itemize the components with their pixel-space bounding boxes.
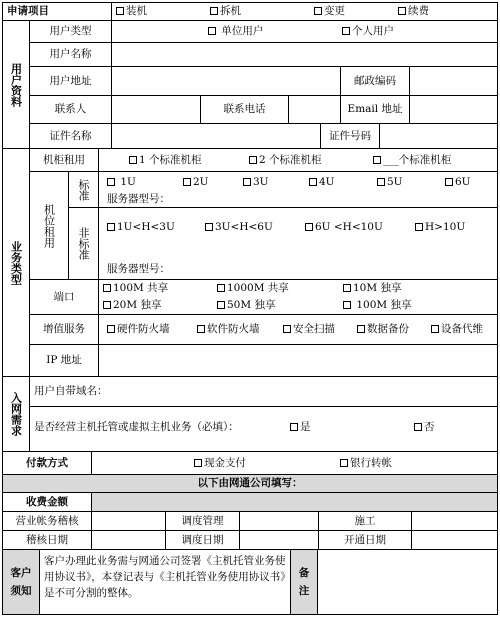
contact-field[interactable] xyxy=(111,95,201,124)
dispatch-field[interactable] xyxy=(239,511,319,531)
construction-label: 施工 xyxy=(318,511,412,531)
checkbox-icon xyxy=(107,325,115,333)
nonstandard-over-10u-checkbox[interactable]: H>10U xyxy=(415,221,465,234)
customer-notice-text: 客户办理此业务需与网通公司签署《主机托管业务使用协议书》，本登记表与《主机托管业务使用协议书》是不可分割的整体。 xyxy=(39,549,291,615)
standard-3u-checkbox[interactable]: 3U xyxy=(243,176,269,189)
checkbox-icon xyxy=(340,459,348,467)
dispatch-date-field[interactable] xyxy=(239,530,319,550)
user-type-personal-checkbox[interactable]: 个人用户 xyxy=(342,25,394,38)
user-info-section-label: 用户资料 xyxy=(2,20,30,149)
checkbox-icon xyxy=(116,7,124,15)
standard-2u-checkbox[interactable]: 2U xyxy=(183,176,209,189)
nonstandard-server-model-label: 服务器型号： xyxy=(107,263,170,275)
port-10m-dedicated-checkbox[interactable]: 10M 独享 xyxy=(343,282,401,295)
data-backup-checkbox[interactable]: 数据备份 xyxy=(357,323,409,336)
fee-amount-field[interactable] xyxy=(91,492,498,512)
own-domain-label: 用户自带域名： xyxy=(34,385,108,397)
open-date-label: 开通日期 xyxy=(318,530,412,550)
port-100m-dedicated-checkbox[interactable]: 100M 独享 xyxy=(343,299,411,312)
network-needs-section-label: 入网需求 xyxy=(2,376,30,452)
id-number-label: 证件号码 xyxy=(320,123,380,149)
checkbox-icon xyxy=(217,284,225,292)
contact-label: 联系人 xyxy=(29,95,112,124)
ip-address-field[interactable] xyxy=(98,344,498,377)
hosting-yes-checkbox[interactable]: 是 xyxy=(290,421,311,434)
open-date-field[interactable] xyxy=(411,530,498,550)
checkbox-icon xyxy=(249,156,257,164)
port-label: 端口 xyxy=(29,279,99,315)
customer-notice-label: 客户须知 xyxy=(10,567,32,597)
id-name-label: 证件名称 xyxy=(29,123,112,149)
hosting-question-row xyxy=(29,406,498,452)
apply-change-checkbox[interactable]: 变更 xyxy=(314,5,345,18)
rack-1-checkbox[interactable]: 1 个标准机柜 xyxy=(129,154,202,167)
postal-code-field[interactable] xyxy=(409,66,498,96)
nonstandard-1-3u-checkbox[interactable]: 1U<H<3U xyxy=(107,221,175,234)
rack-rental-options xyxy=(98,148,498,172)
account-check-label: 营业帐务稽核 xyxy=(2,511,92,531)
checkbox-icon xyxy=(414,423,422,431)
company-section-header: 以下由网通公司填写： xyxy=(2,474,498,493)
checkbox-icon xyxy=(107,178,115,186)
port-1000m-shared-checkbox[interactable]: 1000M 共享 xyxy=(217,282,289,295)
payment-cash-checkbox[interactable]: 现金支付 xyxy=(194,457,246,470)
nonstandard-label: 非标准 xyxy=(68,207,99,280)
dispatch-label: 调度管理 xyxy=(165,511,240,531)
checkbox-icon xyxy=(445,178,453,186)
checkbox-icon xyxy=(309,178,317,186)
apply-install-checkbox[interactable]: 装机 xyxy=(116,5,147,18)
value-added-label: 增值服务 xyxy=(29,314,99,345)
value-added-options xyxy=(98,314,498,345)
checkbox-icon xyxy=(129,156,137,164)
checkbox-icon xyxy=(305,223,313,231)
standard-6u-checkbox[interactable]: 6U xyxy=(445,176,471,189)
user-address-label: 用户地址 xyxy=(29,66,112,96)
business-section-label: 业务类型 xyxy=(2,148,30,377)
payment-transfer-checkbox[interactable]: 银行转帐 xyxy=(340,457,392,470)
phone-label: 联系电话 xyxy=(200,95,289,124)
user-type-org-checkbox[interactable]: 单位用户 xyxy=(208,25,263,38)
user-type-label: 用户类型 xyxy=(29,20,112,43)
checkbox-icon xyxy=(314,7,322,15)
standard-options xyxy=(98,171,498,208)
port-100m-shared-checkbox[interactable]: 100M 共享 xyxy=(103,282,168,295)
port-50m-dedicated-checkbox[interactable]: 50M 独享 xyxy=(217,299,275,312)
checkbox-icon xyxy=(107,223,115,231)
id-number-field[interactable] xyxy=(379,123,498,149)
nonstandard-6-10u-checkbox[interactable]: 6U <H<10U xyxy=(305,221,383,234)
ip-address-label: IP 地址 xyxy=(29,344,99,377)
apply-renew-checkbox[interactable]: 续费 xyxy=(398,5,429,18)
standard-5u-checkbox[interactable]: 5U xyxy=(377,176,403,189)
checkbox-icon xyxy=(290,423,298,431)
hosting-no-checkbox[interactable]: 否 xyxy=(414,421,435,434)
postal-code-label: 邮政编码 xyxy=(340,66,410,96)
checkbox-icon xyxy=(415,223,423,231)
dispatch-date-label: 调度日期 xyxy=(165,530,240,550)
nonstandard-3-6u-checkbox[interactable]: 3U<H<6U xyxy=(205,221,273,234)
software-firewall-checkbox[interactable]: 软件防火墙 xyxy=(197,323,260,336)
checkbox-icon xyxy=(243,178,251,186)
nonstandard-options xyxy=(98,207,498,280)
standard-4u-checkbox[interactable]: 4U xyxy=(309,176,335,189)
checkbox-icon xyxy=(373,156,381,164)
remarks-field[interactable] xyxy=(317,549,498,615)
check-date-label: 稽核日期 xyxy=(2,530,92,550)
checkbox-icon xyxy=(217,301,225,309)
checkbox-icon xyxy=(431,325,439,333)
checkbox-icon xyxy=(342,27,350,35)
account-check-field[interactable] xyxy=(91,511,166,531)
checkbox-icon xyxy=(103,284,111,292)
user-name-label: 用户名称 xyxy=(29,42,112,67)
checkbox-icon xyxy=(343,284,351,292)
rack-space-label: 机位租用 xyxy=(29,171,69,280)
checkbox-icon xyxy=(398,7,406,15)
id-name-field[interactable] xyxy=(111,123,321,149)
domain-row xyxy=(29,376,498,407)
hosting-application-form xyxy=(2,2,498,615)
port-20m-dedicated-checkbox[interactable]: 20M 独享 xyxy=(103,299,161,312)
checkbox-icon xyxy=(205,223,213,231)
standard-1u-checkbox[interactable]: 1U xyxy=(107,176,136,189)
rack-rental-label: 机柜租用 xyxy=(29,148,99,172)
checkbox-icon xyxy=(208,27,216,35)
fee-amount-label: 收费金额 xyxy=(2,492,92,512)
phone-field[interactable] xyxy=(288,95,341,124)
check-date-field[interactable] xyxy=(91,530,166,550)
checkbox-icon xyxy=(377,178,385,186)
user-address-field[interactable] xyxy=(111,66,341,96)
checkbox-icon xyxy=(283,325,291,333)
rack-2-checkbox[interactable]: 2 个标准机柜 xyxy=(249,154,322,167)
port-options xyxy=(98,279,498,315)
checkbox-icon xyxy=(357,325,365,333)
device-maintenance-checkbox[interactable]: 设备代维 xyxy=(431,323,483,336)
remarks-cell xyxy=(290,549,318,615)
user-name-field[interactable] xyxy=(111,42,498,67)
checkbox-icon xyxy=(343,301,351,309)
standard-server-model-label: 服务器型号： xyxy=(107,193,170,205)
checkbox-icon xyxy=(183,178,191,186)
payment-options xyxy=(91,451,498,475)
apply-item-options xyxy=(111,2,498,21)
checkbox-icon xyxy=(194,459,202,467)
payment-label: 付款方式 xyxy=(2,451,92,475)
user-type-options xyxy=(111,20,498,43)
checkbox-icon xyxy=(210,7,218,15)
remarks-label: 备注 xyxy=(298,567,310,597)
construction-field[interactable] xyxy=(411,511,498,531)
rack-custom-checkbox[interactable]: ___个标准机柜 xyxy=(373,154,451,167)
customer-notice-cell xyxy=(2,549,40,615)
apply-remove-checkbox[interactable]: 拆机 xyxy=(210,5,241,18)
checkbox-icon xyxy=(103,301,111,309)
checkbox-icon xyxy=(197,325,205,333)
apply-item-label: 申请项目 xyxy=(2,2,112,21)
hardware-firewall-checkbox[interactable]: 硬件防火墙 xyxy=(107,323,170,336)
standard-label: 标准 xyxy=(68,171,99,208)
security-scan-checkbox[interactable]: 安全扫描 xyxy=(283,323,335,336)
email-field[interactable] xyxy=(409,95,498,124)
email-label: Email 地址 xyxy=(340,95,410,124)
hosting-question-label: 是否经营主机托管或虚拟主机业务（必填）： xyxy=(34,421,239,433)
